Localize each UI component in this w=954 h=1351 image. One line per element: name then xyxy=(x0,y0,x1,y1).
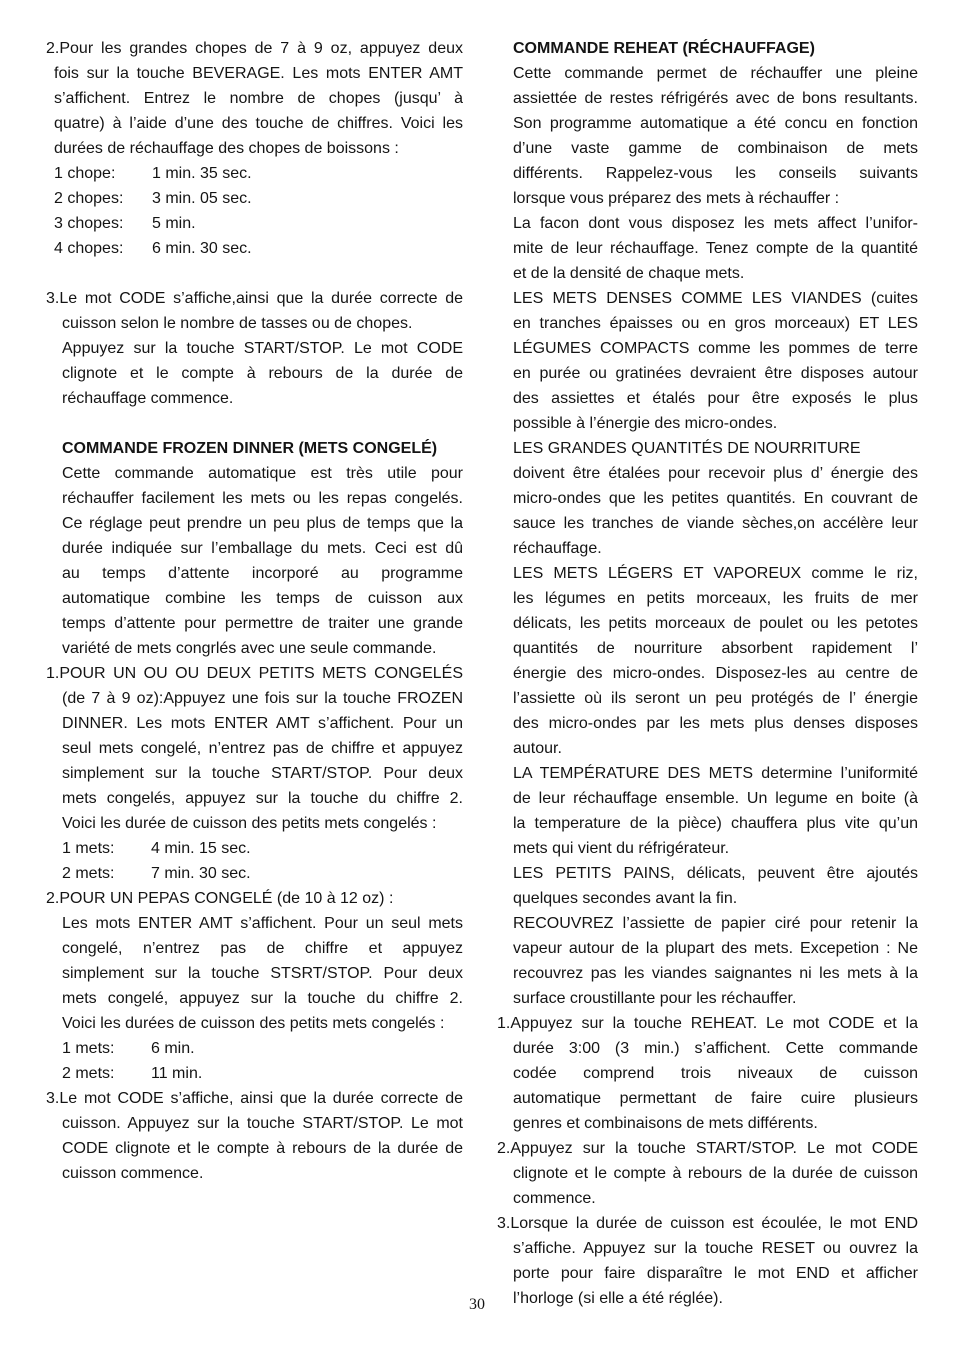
timing-row xyxy=(46,211,463,236)
paragraph-gap xyxy=(46,411,463,436)
timing-value: 3 min. 05 sec. xyxy=(152,190,252,207)
text-line: quatre) à l’aide d’une des touche de chiffres. Voici les xyxy=(54,115,463,132)
text-line: seul mets congelé, n’entrez pas de chiffre et appuyez xyxy=(62,740,463,757)
page-number: 30 xyxy=(469,1296,485,1313)
text-line: commence. xyxy=(513,1190,596,1207)
text-line: cuisson commence. xyxy=(62,1165,204,1182)
timing-value: 6 min. 30 sec. xyxy=(152,240,252,257)
text-line: (de 7 à 9 oz):Appuyez une fois sur la touche FROZEN xyxy=(62,690,463,707)
text-line: d’une vaste gamme de combinaison de mets xyxy=(513,140,918,157)
text-line: temps d’attente pour permettre de traiter une grande xyxy=(62,615,463,632)
text-line: mite de leur réchauffage. Tenez compte de la quantité xyxy=(513,240,918,257)
text-line: La facon dont vous disposez les mets affect l’unifor- xyxy=(513,215,918,232)
text-line: s’affiche. Appuyez sur la touche RESET ou ouvrez la xyxy=(513,1240,918,1257)
text-line: mets congelés, appuyez sur la touche du chiffre 2. xyxy=(62,790,463,807)
text-line: durée indiquée sur l’emballage du mets. Ceci est dû xyxy=(62,540,463,557)
timing-value: 4 min. 15 sec. xyxy=(151,840,251,857)
text-line: variété de mets congrlés avec une seule commande. xyxy=(62,640,437,657)
left-column xyxy=(46,36,463,1186)
text-line: 3.Le mot CODE s’affiche, ainsi que la durée correcte de xyxy=(46,1090,463,1107)
timing-row xyxy=(46,836,463,861)
timing-label: 1 chope: xyxy=(54,165,116,182)
timing-value: 5 min. xyxy=(152,215,196,232)
text-line: 2.Appuyez sur la touche START/STOP. Le mot CODE xyxy=(497,1140,918,1157)
timing-label: 3 chopes: xyxy=(54,215,124,232)
text-line: 2.POUR UN PEPAS CONGELÉ (de 10 à 12 oz) : xyxy=(46,890,394,907)
text-line: Cette commande automatique est très utile pour xyxy=(62,465,463,482)
text-line: doivent être étalées pour recevoir plus d’ énergie des xyxy=(513,465,918,482)
timing-label: 1 mets: xyxy=(62,1040,115,1057)
text-line: des micro-ondes par les mets plus denses disposes xyxy=(513,715,918,732)
text-line: Voici les durées de cuisson des petits mets congelés : xyxy=(62,1015,445,1032)
text-line: réchauffage. xyxy=(513,540,602,557)
text-line: sauce les tranches de viande sèches,on accélère leur xyxy=(513,515,918,532)
text-line: genres et combinaisons de mets différents. xyxy=(513,1115,818,1132)
text-line: de leur réchauffage ensemble. Un legume en boite (à xyxy=(513,790,918,807)
timing-label: 2 chopes: xyxy=(54,190,124,207)
right-column xyxy=(497,36,918,1311)
timing-value: 11 min. xyxy=(151,1065,203,1082)
timing-row xyxy=(46,1036,463,1061)
text-line: autour. xyxy=(513,740,562,757)
timing-label: 2 mets: xyxy=(62,1065,115,1082)
text-line: fois sur la touche BEVERAGE. Les mots ENTER AMT xyxy=(54,65,463,82)
paragraph-gap xyxy=(46,261,463,286)
text-line: s’affichent. Entrez le nombre de chopes (jusqu’ à xyxy=(54,90,463,107)
text-line: mets congelé, appuyez sur la touche du chiffre 2. xyxy=(62,990,463,1007)
text-line: vapeur autour de la plupart des mets. Excepetion : Ne xyxy=(513,940,918,957)
text-line: porte pour faire disparaître le mot END et afficher xyxy=(513,1265,918,1282)
text-line: réchauffage commence. xyxy=(62,390,234,407)
text-line: 1.POUR UN OU OU DEUX PETITS METS CONGELÉS xyxy=(46,665,463,682)
text-line: mets qui vient du réfrigérateur. xyxy=(513,840,730,857)
text-line: 1.Appuyez sur la touche REHEAT. Le mot CODE et la xyxy=(497,1015,918,1032)
timing-row xyxy=(46,236,463,261)
text-line: Cette commande permet de réchauffer une pleine xyxy=(513,65,918,82)
text-line: et de la densité de chaque mets. xyxy=(513,265,745,282)
text-line: Appuyez sur la touche START/STOP. Le mot CODE xyxy=(62,340,463,357)
text-line: micro-ondes que les petites quantités. En couvrant de xyxy=(513,490,918,507)
text-line: automatique combine les temps de cuisson aux xyxy=(62,590,463,607)
text-line: des assiettes et étalés pour être exposés le plus xyxy=(513,390,918,407)
text-line: au temps d’attente incorporé au programme xyxy=(62,565,463,582)
text-line: délicats, les petits morceaux de poulet ou les petotes xyxy=(513,615,918,632)
timing-value: 6 min. xyxy=(151,1040,195,1057)
timing-row xyxy=(46,186,463,211)
text-line: Son programme automatique a été concu en fonction xyxy=(513,115,918,132)
text-line: LES METS LÉGERS ET VAPOREUX comme le riz, xyxy=(513,565,918,582)
timing-value: 7 min. 30 sec. xyxy=(151,865,251,882)
text-line: cuisson. Appuyez sur la touche START/STOP. Le mot xyxy=(62,1115,463,1132)
section-heading: COMMANDE FROZEN DINNER (METS CONGELÉ) xyxy=(62,440,438,457)
timing-row xyxy=(46,1061,463,1086)
text-line: la temperature de la pièce) chauffera plus vite qu’un xyxy=(513,815,918,832)
text-line: LES GRANDES QUANTITÉS DE NOURRITURE xyxy=(513,440,861,457)
text-line: LÉGUMES COMPACTS comme les pommes de terre xyxy=(513,340,918,357)
text-line: Ce réglage peut prendre un peu plus de temps que la xyxy=(62,515,463,532)
text-line: automatique permettant de faire cuire plusieurs xyxy=(513,1090,918,1107)
text-line: durées de réchauffage des chopes de boissons : xyxy=(54,140,399,157)
text-line: congelé, n’entrez pas de chiffre et appuyez xyxy=(62,940,463,957)
text-line: durée 3:00 (3 min.) s’affichent. Cette commande xyxy=(513,1040,918,1057)
text-line: Voici les durée de cuisson des petits mets congelés : xyxy=(62,815,437,832)
timing-label: 4 chopes: xyxy=(54,240,124,257)
text-line: possible à l’énergie des micro-ondes. xyxy=(513,415,778,432)
timing-value: 1 min. 35 sec. xyxy=(152,165,252,182)
text-line: recouvrez pas les viandes saignantes ni les mets à la xyxy=(513,965,918,982)
text-line: cuisson selon le nombre de tasses ou de chopes. xyxy=(62,315,413,332)
text-line: clignote et le compte à rebours de la durée de cuisson xyxy=(513,1165,918,1182)
text-line: DINNER. Les mots ENTER AMT s’affichent. Pour un xyxy=(62,715,463,732)
text-line: simplement sur la touche START/STOP. Pour deux xyxy=(62,765,463,782)
timing-label: 2 mets: xyxy=(62,865,115,882)
text-line: réchauffer facilement les mets ou les repas congelés. xyxy=(62,490,463,507)
text-line: CODE clignote et le compte à rebours de la durée de xyxy=(62,1140,463,1157)
text-line: l’horloge (si elle a été réglée). xyxy=(513,1290,723,1307)
text-line: quelques secondes avant la fin. xyxy=(513,890,738,907)
text-line: LA TEMPÉRATURE DES METS determine l’uniformité xyxy=(513,765,918,782)
text-line: énergie des micro-ondes. Disposez-les au centre de xyxy=(513,665,918,682)
text-line: clignote et le compte à rebours de la durée de xyxy=(62,365,463,382)
text-line: LES PETITS PAINS, délicats, peuvent être ajoutés xyxy=(513,865,918,882)
text-line: surface croustillante pour les réchauffer. xyxy=(513,990,797,1007)
text-line: l’assiette où ils seront un peu protégés de l’ énergie xyxy=(513,690,918,707)
text-line: simplement sur la touche STSRT/STOP. Pour deux xyxy=(62,965,463,982)
text-line: LES METS DENSES COMME LES VIANDES (cuites xyxy=(513,290,918,307)
text-line: en purée ou gratinées devraient être disposes autour xyxy=(513,365,918,382)
text-line: Les mots ENTER AMT s’affichent. Pour un seul mets xyxy=(62,915,463,932)
text-line: codée comprend trois niveaux de cuisson xyxy=(513,1065,918,1082)
text-line: 3.Lorsque la durée de cuisson est écoulée, le mot END xyxy=(497,1215,918,1232)
text-line: lorsque vous préparez des mets à réchauffer : xyxy=(513,190,840,207)
text-line: en tranches épaisses ou en gros morceaux) ET LES xyxy=(513,315,918,332)
section-heading: COMMANDE REHEAT (RÉCHAUFFAGE) xyxy=(513,40,815,57)
text-line: 2.Pour les grandes chopes de 7 à 9 oz, appuyez deux xyxy=(46,40,463,57)
text-line: 3.Le mot CODE s’affiche,ainsi que la durée correcte de xyxy=(46,290,463,307)
timing-row xyxy=(46,161,463,186)
text-line: RECOUVREZ l’assiette de papier ciré pour retenir la xyxy=(513,915,918,932)
timing-label: 1 mets: xyxy=(62,840,115,857)
text-line: quantités de nourriture absorbent rapidement l’ xyxy=(513,640,918,657)
text-line: assiettée de restes réfrigérés avec de bons resultants. xyxy=(513,90,918,107)
text-line: les légumes en petits morceaux, les fruits de mer xyxy=(513,590,918,607)
timing-row xyxy=(46,861,463,886)
text-line: différents. Rappelez-vous les conseils suivants xyxy=(513,165,918,182)
